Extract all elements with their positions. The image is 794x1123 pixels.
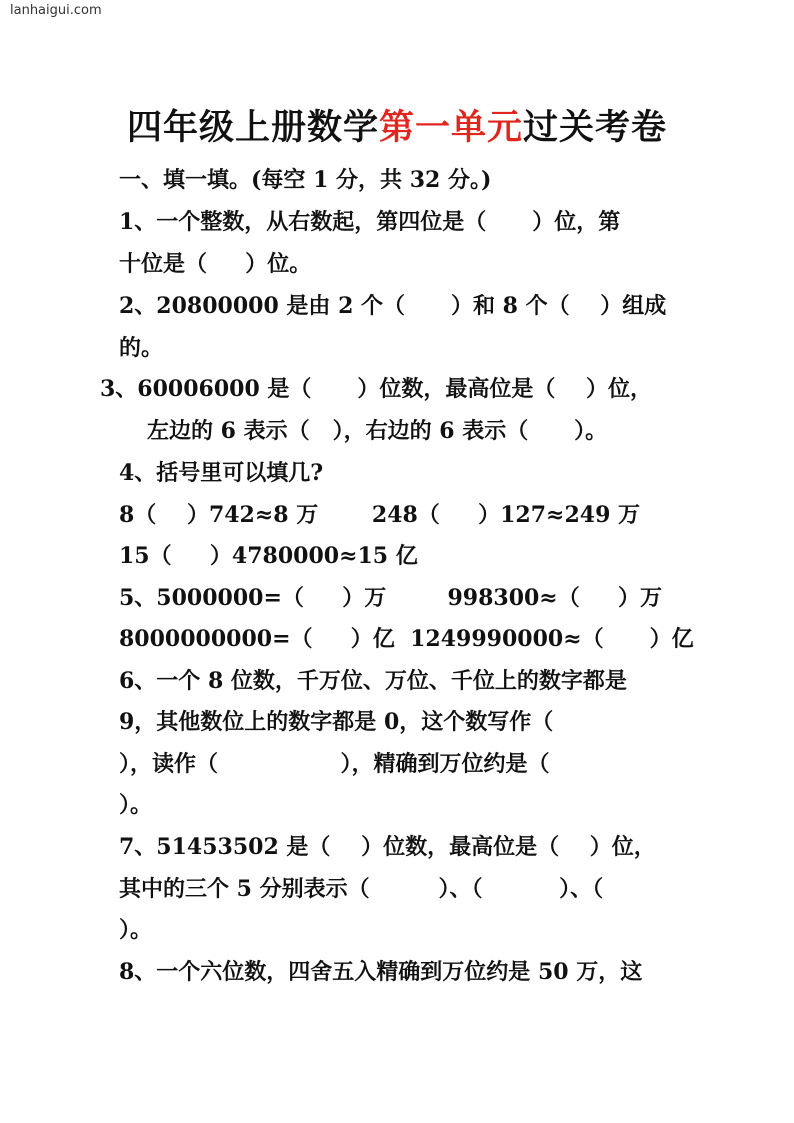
question-2-line-1: 2、20800000 是由 2 个（ ）和 8 个（ ）组成 [119, 293, 667, 319]
question-5-line-1: 5、5000000=（ ）万 998300≈（ ）万 [119, 585, 663, 611]
question-3-line-1: 3、60006000 是（ ）位数，最高位是（ ）位， [100, 376, 653, 402]
question-6-line-4: ）。 [119, 792, 153, 818]
section-heading-fill-in: 一、填一填。(每空 1 分，共 32 分。) [119, 167, 492, 193]
question-3-line-2: 左边的 6 表示（ ），右边的 6 表示（ ）。 [147, 418, 608, 444]
question-4-line-1: 8（ ）742≈8 万 248（ ）127≈249 万 [119, 502, 641, 528]
question-6-line-1: 6、一个 8 位数，千万位、万位、千位上的数字都是 [119, 668, 627, 694]
question-6-line-3: ），读作（ ），精确到万位约是（ [119, 751, 550, 777]
question-6-line-2: 9，其他数位上的数字都是 0，这个数写作（ [119, 709, 554, 735]
question-5-line-2: 8000000000=（ ）亿 1249990000≈（ ）亿 [119, 626, 694, 652]
title-part-exam: 过关考卷 [523, 108, 668, 148]
question-1-line-2: 十位是（ ）位。 [119, 251, 312, 277]
question-2-line-2: 的。 [119, 335, 164, 361]
question-1-line-1: 1、一个整数，从右数起，第四位是（ ）位，第 [119, 209, 621, 235]
question-4-line-2: 15（ ）4780000≈15 亿 [119, 543, 418, 569]
question-7-line-3: ）。 [119, 917, 153, 943]
title-part-grade: 四年级上册数学 [126, 108, 379, 148]
question-8-line-1: 8、一个六位数，四舍五入精确到万位约是 50 万，这 [119, 959, 643, 985]
question-7-line-1: 7、51453502 是（ ）位数，最高位是（ ）位， [119, 834, 656, 860]
title-part-unit: 第一单元 [378, 108, 523, 148]
question-7-line-2: 其中的三个 5 分别表示（ ）、（ ）、（ [119, 876, 604, 902]
question-4-heading: 4、括号里可以填几? [119, 460, 324, 486]
watermark-text: lanhaigui.com [10, 3, 102, 18]
page-title [0, 100, 794, 150]
